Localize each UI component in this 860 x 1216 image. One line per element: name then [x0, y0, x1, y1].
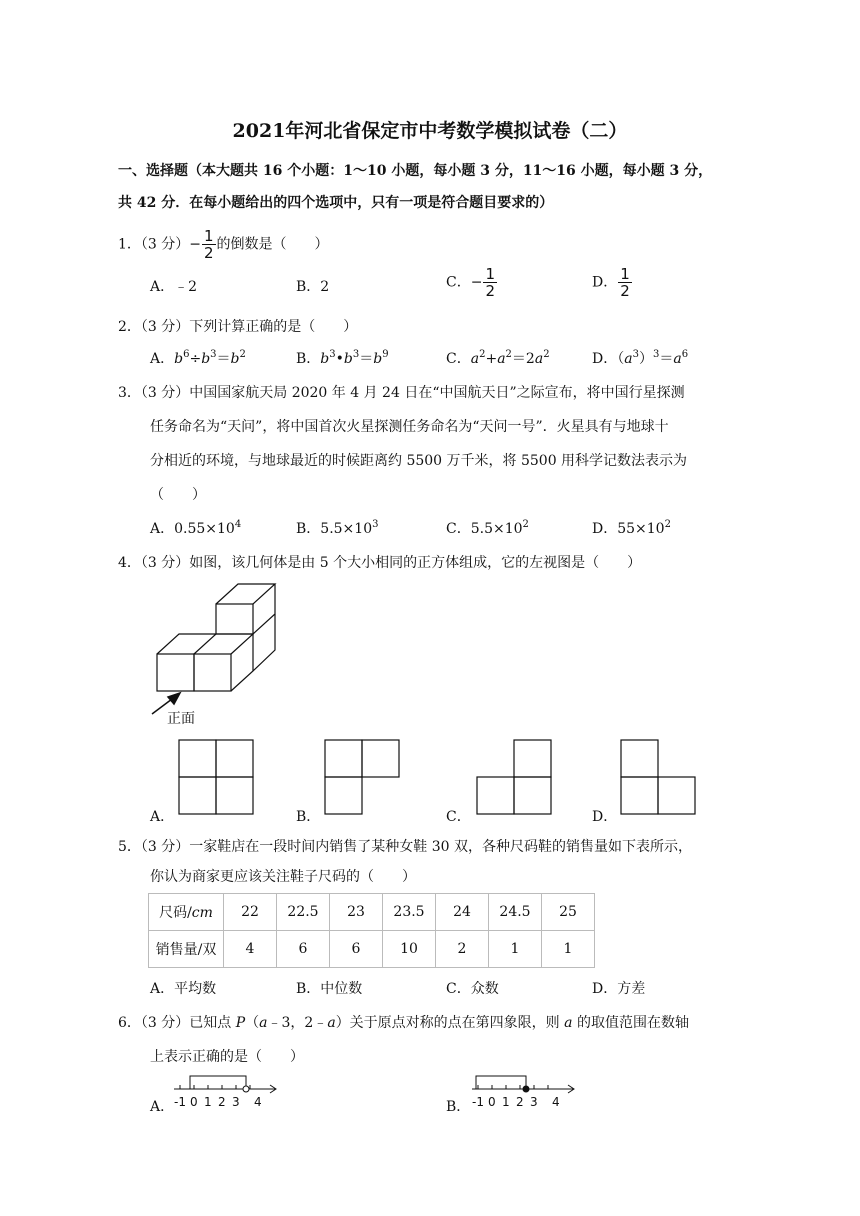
q5-size-table — [148, 893, 595, 968]
q1-fraction — [202, 228, 216, 261]
question-2: 2．（3 分）下列计算正确的是（ ） — [118, 319, 358, 335]
q3-b-text: B．5.5×10 — [296, 521, 373, 537]
q3-option-d[interactable] — [592, 518, 671, 538]
q6-var-a2: a — [327, 1015, 336, 1031]
table-cell: 6 — [277, 931, 330, 968]
axis-tick-label: 4 — [552, 1095, 560, 1109]
q3-option-b[interactable] — [296, 518, 378, 538]
q5-option-c[interactable]: C．众数 — [446, 981, 499, 997]
q2-c-label: C． — [446, 351, 471, 367]
q3-c-text: C．5.5×10 — [446, 521, 523, 537]
q6-text-c: ﹣3，2﹣ — [267, 1015, 328, 1031]
table-head-count: 销售量/双 — [149, 931, 224, 968]
table-cell: 25 — [542, 894, 595, 931]
q3-a-exp: 4 — [234, 519, 242, 530]
q3-line4: （ ） — [150, 487, 206, 503]
table-row — [149, 894, 595, 931]
q1-option-b[interactable]: B．2 — [296, 279, 330, 295]
axis-tick-label: 0 — [488, 1095, 496, 1109]
q1-option-d[interactable] — [592, 266, 633, 299]
size-head-unit: cm — [191, 905, 213, 921]
q1-c-fraction — [483, 266, 497, 299]
section-heading-line1: 一、选择题（本大题共 16 个小题：1～10 小题，每小题 3 分，11～16 小题，每小题 3 分， — [118, 163, 713, 179]
q1-d-den: 2 — [620, 282, 630, 300]
front-label: 正面 — [167, 711, 195, 727]
q3-line3: 分相近的环境，与地球最近的时候距离约 5500 万千米，将 5500 用科学记数法表示为 — [150, 453, 688, 469]
q2-option-a[interactable]: A．$b^6\div b^3=b^2$ — [150, 349, 246, 367]
q3-b-exp: 3 — [372, 519, 379, 530]
q4-option-d-figure — [620, 739, 700, 819]
q5-line1: 5．（3 分）一家鞋店在一段时间内销售了某种女鞋 30 双，各种尺码鞋的销售量如下表所示， — [118, 839, 692, 855]
table-cell: 2 — [436, 931, 489, 968]
q1-minus: − — [189, 236, 201, 253]
q4-option-c[interactable]: C． — [446, 809, 471, 825]
q4-option-d[interactable]: D． — [592, 809, 618, 825]
section-heading-line2: 共 42 分．在每小题给出的四个选项中，只有一项是符合题目要求的） — [118, 195, 554, 211]
q1-suffix: 的倒数是（ ） — [216, 236, 329, 253]
axis-tick-label: -1 — [472, 1095, 484, 1109]
table-head-size — [149, 894, 224, 931]
table-cell: 24.5 — [489, 894, 542, 931]
size-head-text: 尺码/ — [159, 905, 192, 921]
axis-tick-label: 3 — [530, 1095, 538, 1109]
q4-option-a[interactable]: A． — [150, 809, 175, 825]
page-title: 2021年河北省保定市中考数学模拟试卷（二） — [232, 120, 628, 142]
q6-point-p: P — [235, 1015, 246, 1031]
q6-option-a[interactable]: A． — [150, 1099, 175, 1115]
q2-option-c[interactable]: C．$a^2+a^2=2a^2$ — [446, 349, 550, 367]
q6-text-d: ）关于原点对称的点在第四象限，则 — [335, 1015, 565, 1031]
q4-option-a-figure — [178, 739, 258, 819]
q6-var-a1: a — [259, 1015, 268, 1031]
q1-c-label: C． — [446, 274, 471, 291]
table-cell: 23 — [330, 894, 383, 931]
q4-option-b[interactable]: B． — [296, 809, 321, 825]
q3-d-exp: 2 — [664, 519, 671, 530]
q4-option-b-figure — [324, 739, 404, 819]
axis-tick-label: 1 — [502, 1095, 510, 1109]
q2-option-b[interactable]: B．$b^3•b^3=b^9$ — [296, 349, 389, 367]
axis-tick-label: 2 — [516, 1095, 524, 1109]
axis-tick-label: 2 — [218, 1095, 226, 1109]
q5-line2: 你认为商家更应该关注鞋子尺码的（ ） — [150, 869, 416, 885]
table-cell: 1 — [489, 931, 542, 968]
q5-option-b[interactable]: B．中位数 — [296, 981, 363, 997]
table-cell: 10 — [383, 931, 436, 968]
q1-c-den: 2 — [485, 282, 495, 300]
q1-c-num: 1 — [485, 265, 495, 283]
q3-c-exp: 2 — [522, 519, 529, 530]
q1-option-a[interactable]: A．﹣2 — [150, 279, 198, 295]
q3-a-text: A．0.55×10 — [150, 521, 235, 537]
q4-option-c-figure — [476, 739, 556, 819]
q3-option-a[interactable] — [150, 518, 241, 538]
axis-tick-label: 4 — [254, 1095, 262, 1109]
q1-frac-num: 1 — [204, 227, 214, 245]
q1-c-minus: − — [470, 274, 483, 291]
q6-option-b-number-line — [468, 1072, 580, 1112]
question-4: 4．（3 分）如图，该几何体是由 5 个大小相同的正方体组成，它的左视图是（ ） — [118, 555, 642, 571]
axis-tick-label: 1 — [204, 1095, 212, 1109]
table-cell: 1 — [542, 931, 595, 968]
q1-option-c[interactable] — [446, 266, 498, 299]
q3-option-c[interactable] — [446, 518, 529, 538]
q2-d-label: D． — [592, 351, 618, 367]
table-cell: 23.5 — [383, 894, 436, 931]
q6-text-a: 6．（3 分）已知点 — [118, 1015, 236, 1031]
table-row — [149, 931, 595, 968]
axis-tick-label: 3 — [232, 1095, 240, 1109]
q2-a-label: A． — [150, 351, 175, 367]
q5-option-a[interactable]: A．平均数 — [150, 981, 217, 997]
q3-line1: 3．（3 分）中国国家航天局 2020 年 4 月 24 日在“中国航天日”之际宣布，将中国行星探测 — [118, 385, 685, 401]
q1-d-label: D． — [592, 274, 618, 291]
q6-option-a-number-line — [170, 1072, 282, 1112]
table-cell: 6 — [330, 931, 383, 968]
table-cell: 22 — [224, 894, 277, 931]
q4-solid-figure — [140, 580, 290, 730]
q6-line1 — [118, 1012, 689, 1032]
axis-tick-label: 0 — [190, 1095, 198, 1109]
table-cell: 24 — [436, 894, 489, 931]
q3-d-text: D．55×10 — [592, 521, 665, 537]
q5-option-d[interactable]: D．方差 — [592, 981, 646, 997]
q1-d-fraction — [618, 266, 632, 299]
q1-prefix: 1．（3 分） — [118, 236, 190, 253]
q6-text-b: （ — [245, 1015, 260, 1031]
q6-var-a3: a — [564, 1015, 573, 1031]
q6-text-e: 的取值范围在数轴 — [572, 1015, 689, 1031]
q1-frac-den: 2 — [204, 244, 214, 262]
table-cell: 4 — [224, 931, 277, 968]
q2-b-label: B． — [296, 351, 321, 367]
axis-tick-label: -1 — [174, 1095, 186, 1109]
q3-line2: 任务命名为“天问”，将中国首次火星探测任务命名为“天问一号”．火星具有与地球十 — [150, 419, 669, 435]
q2-option-d[interactable]: D．$(a^3)^3=a^6$ — [592, 349, 689, 367]
q6-option-b[interactable]: B． — [446, 1099, 471, 1115]
table-cell: 22.5 — [277, 894, 330, 931]
question-1 — [118, 228, 329, 261]
q6-line2: 上表示正确的是（ ） — [150, 1049, 304, 1065]
q1-d-num: 1 — [620, 265, 630, 283]
